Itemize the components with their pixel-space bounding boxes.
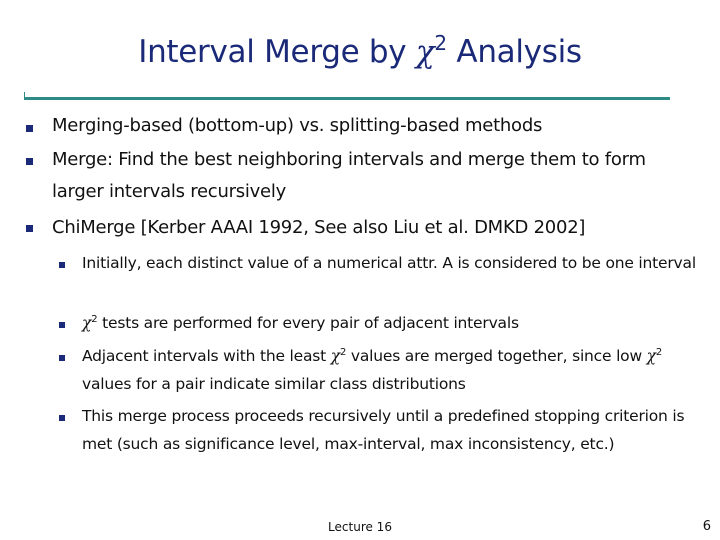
sub-bullet-segment: values for a pair indicate similar class distributions [82,375,466,393]
title-rule [24,97,670,100]
title-suffix: Analysis [446,34,582,70]
title-superscript: 2 [434,31,447,55]
sub-bullet-square-icon [59,415,65,421]
superscript: 2 [91,314,98,325]
bullet-square-icon [26,158,33,165]
bullet-text: Merging-based (bottom-up) vs. splitting-based methods [52,115,543,136]
sub-bullet-text [82,309,697,337]
page-number: 6 [702,519,711,534]
superscript: 2 [655,347,663,358]
sub-bullet-segment: tests are performed for every pair of adjacent intervals [97,314,519,332]
sub-bullet-text [82,342,697,398]
sub-bullet-segment: values are merged together, since low [346,347,647,365]
sub-bullet-text: Initially, each distinct value of a numerical attr. A is considered to be one interval [82,254,696,272]
sub-bullet-square-icon [59,262,65,268]
sub-bullet-text: This merge process proceeds recursively until a predefined stopping criterion is met (such as significance level, max-interval, max inconsistency, etc.) [82,407,685,453]
slide-title [0,31,720,70]
chi-symbol: χ [330,347,340,365]
sub-bullet-segment: Adjacent intervals with the least [82,347,331,365]
sub-bullet-square-icon [59,322,65,328]
bullet-text: Merge: Find the best neighboring intervals and merge them to form larger intervals recursively [52,149,646,202]
bullet-square-icon [26,125,33,132]
sub-bullet-square-icon [59,355,65,361]
footer-label: Lecture 16 [328,520,392,534]
bullet-text: ChiMerge [Kerber AAAI 1992, See also Liu et al. DMKD 2002] [52,217,586,238]
title-prefix: Interval Merge by [138,34,416,70]
superscript: 2 [339,347,347,358]
chi-symbol: χ [415,34,435,70]
chi-symbol: χ [82,314,92,332]
chi-symbol: χ [646,347,656,365]
bullet-square-icon [26,225,33,232]
